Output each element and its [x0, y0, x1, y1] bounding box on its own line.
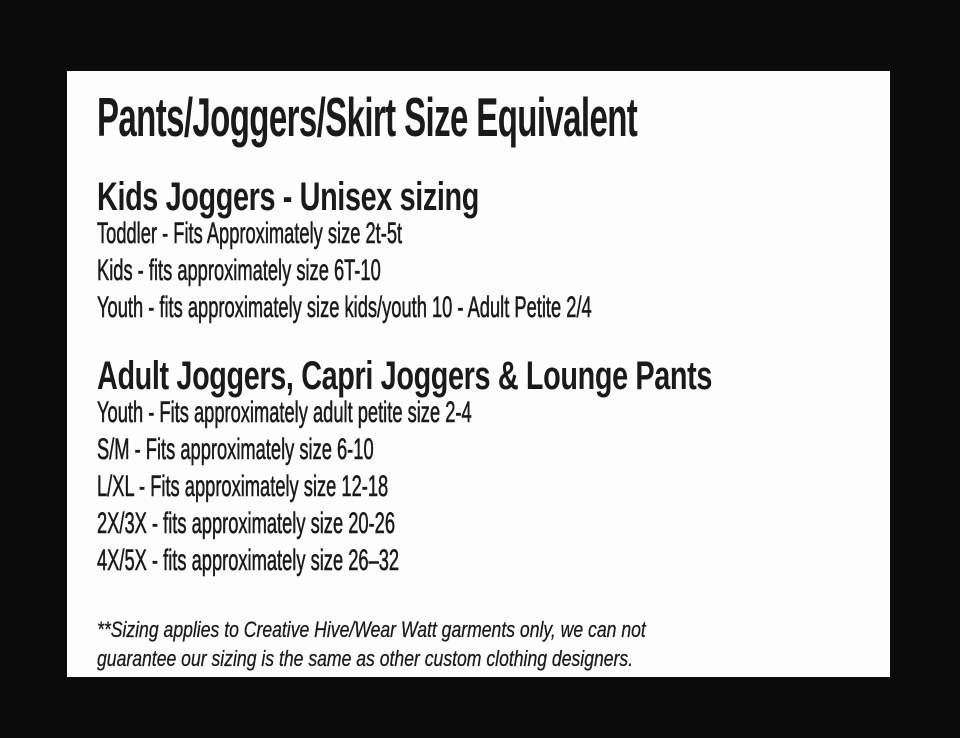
- size-row-youth-adult: Youth - Fits approximately adult petite size 2-4: [97, 396, 472, 429]
- sizing-disclaimer: [97, 615, 646, 673]
- size-row-sm: S/M - Fits approximately size 6-10: [97, 433, 374, 466]
- size-row-4x5x: 4X/5X - fits approximately size 26–32: [97, 544, 400, 577]
- section-heading-adult-joggers: Adult Joggers, Capri Joggers & Lounge Pants: [97, 354, 713, 398]
- size-chart-card: [67, 71, 890, 677]
- sizing-disclaimer-line1: **Sizing applies to Creative Hive/Wear Watt garments only, we can not: [97, 617, 646, 642]
- sizing-disclaimer-line2: guarantee our sizing is the same as other custom clothing designers.: [97, 646, 634, 671]
- size-row-2x3x: 2X/3X - fits approximately size 20-26: [97, 507, 396, 540]
- size-row-kids: Kids - fits approximately size 6T-10: [97, 254, 381, 287]
- section-heading-kids-joggers: Kids Joggers - Unisex sizing: [97, 175, 480, 219]
- page-title: Pants/Joggers/Skirt Size Equivalent: [97, 86, 638, 148]
- size-row-toddler: Toddler - Fits Approximately size 2t-5t: [97, 217, 403, 250]
- size-row-youth-kids: Youth - fits approximately size kids/youth 10 - Adult Petite 2/4: [97, 291, 592, 324]
- size-row-lxl: L/XL - Fits approximately size 12-18: [97, 470, 389, 503]
